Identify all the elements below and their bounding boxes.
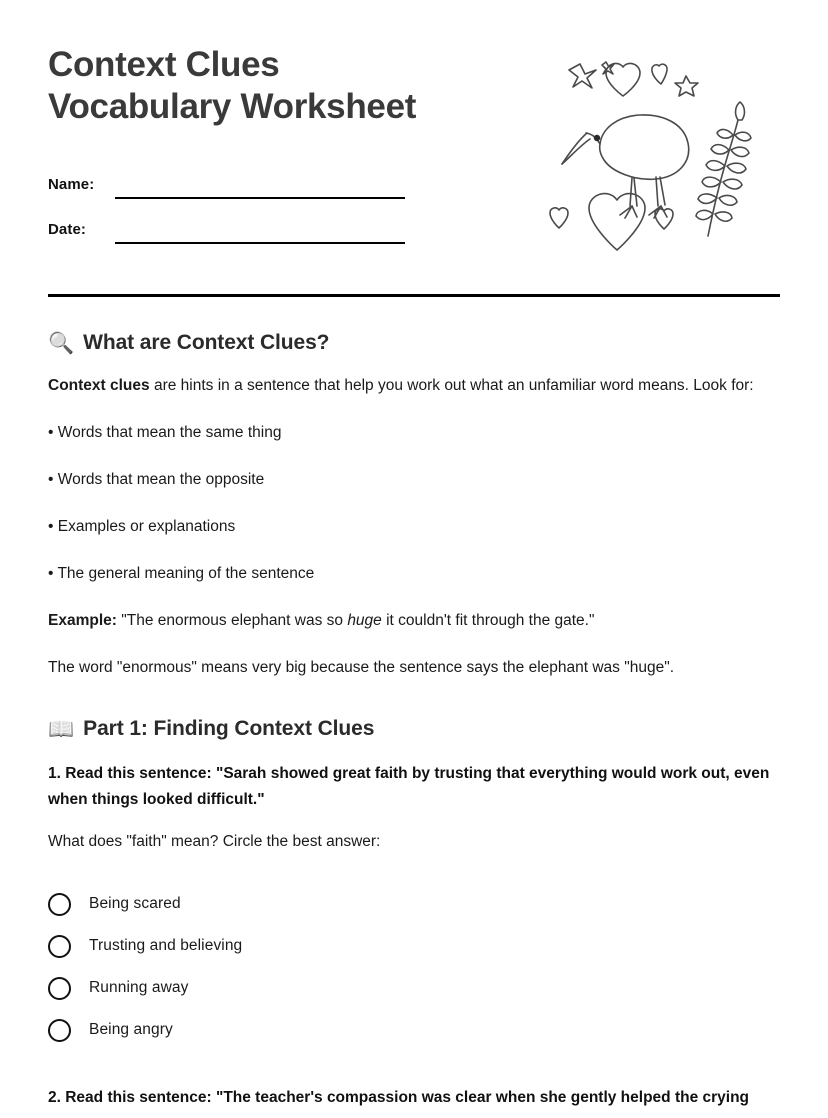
- example-explanation: The word "enormous" means very big because the sentence says the elephant was "huge".: [48, 659, 675, 676]
- kiwi-foot-right: [649, 206, 667, 218]
- part-one-heading: [48, 717, 780, 741]
- question-1-text: 1. Read this sentence: "Sarah showed great faith by trusting that everything would work out, even when things looked difficult.": [48, 765, 770, 808]
- question-1-options: [48, 883, 780, 1051]
- option-row[interactable]: [48, 883, 780, 925]
- star-icon: [675, 76, 698, 96]
- heart-icon-bottom-left: [550, 208, 568, 228]
- page-title: [48, 44, 518, 128]
- option-row[interactable]: [48, 1009, 780, 1051]
- section-divider: [48, 294, 780, 297]
- example-label: Example:: [48, 612, 117, 629]
- kiwi-leg-right-2: [660, 177, 665, 205]
- kiwi-body: [600, 115, 689, 179]
- sparkle-icon: [569, 64, 596, 88]
- clue-bullet-0: • Words that mean the same thing: [48, 424, 282, 441]
- heart-icon-top-right: [652, 64, 667, 84]
- example-italic-word: huge: [347, 612, 382, 629]
- definition-bold-term: Context clues: [48, 377, 150, 394]
- open-book-icon: 📖: [48, 717, 75, 741]
- intro-section-heading: [48, 331, 780, 355]
- page-title-line-2: Vocabulary Worksheet: [48, 87, 417, 126]
- worksheet-header: [48, 0, 780, 250]
- fern-leaflets: [696, 102, 751, 221]
- definition-paragraph: [48, 375, 780, 397]
- kiwi-beak-top: [562, 133, 587, 164]
- clue-bullet-1: • Words that mean the opposite: [48, 471, 265, 488]
- kiwi-leg-left-2: [634, 178, 637, 206]
- option-row[interactable]: [48, 967, 780, 1009]
- option-label: Trusting and believing: [89, 937, 243, 954]
- clue-bullet-3: • The general meaning of the sentence: [48, 565, 315, 582]
- option-row[interactable]: [48, 925, 780, 967]
- option-label: Running away: [89, 979, 189, 996]
- radio-circle-icon[interactable]: [48, 1019, 71, 1042]
- clue-bullet-2: • Examples or explanations: [48, 518, 236, 535]
- kiwi-leg-left: [630, 178, 632, 206]
- kiwi-bird-doodle-illustration: [540, 40, 770, 270]
- name-label: Name:: [48, 176, 95, 193]
- radio-circle-icon[interactable]: [48, 935, 71, 958]
- kiwi-eye: [594, 135, 600, 141]
- magnifying-glass-icon: 🔍: [48, 331, 75, 355]
- kiwi-foot-left: [620, 206, 637, 218]
- question-2-text: 2. Read this sentence: "The teacher's compassion was clear when she gently helped the crying: [48, 1089, 750, 1106]
- kiwi-leg-right: [656, 177, 658, 206]
- part-one-heading-text: Part 1: Finding Context Clues: [83, 717, 375, 740]
- fern-tip: [736, 102, 745, 120]
- date-label: Date:: [48, 221, 87, 238]
- example-text-part-2: it couldn't fit through the gate.": [381, 612, 595, 629]
- option-label: Being angry: [89, 1021, 173, 1038]
- kiwi-beak-bottom: [562, 139, 590, 164]
- page-title-line-1: Context Clues: [48, 45, 280, 84]
- question-1-prompt: What does "faith" mean? Circle the best answer:: [48, 833, 381, 850]
- intro-heading-text: What are Context Clues?: [83, 331, 330, 354]
- example-paragraph: [48, 610, 780, 632]
- name-input-line[interactable]: [115, 197, 405, 199]
- radio-circle-icon[interactable]: [48, 977, 71, 1000]
- definition-rest: are hints in a sentence that help you work out what an unfamiliar word means. Look for:: [149, 377, 754, 394]
- option-label: Being scared: [89, 895, 181, 912]
- date-input-line[interactable]: [115, 242, 405, 244]
- example-text-part-1: "The enormous elephant was so: [116, 612, 348, 629]
- radio-circle-icon[interactable]: [48, 893, 71, 916]
